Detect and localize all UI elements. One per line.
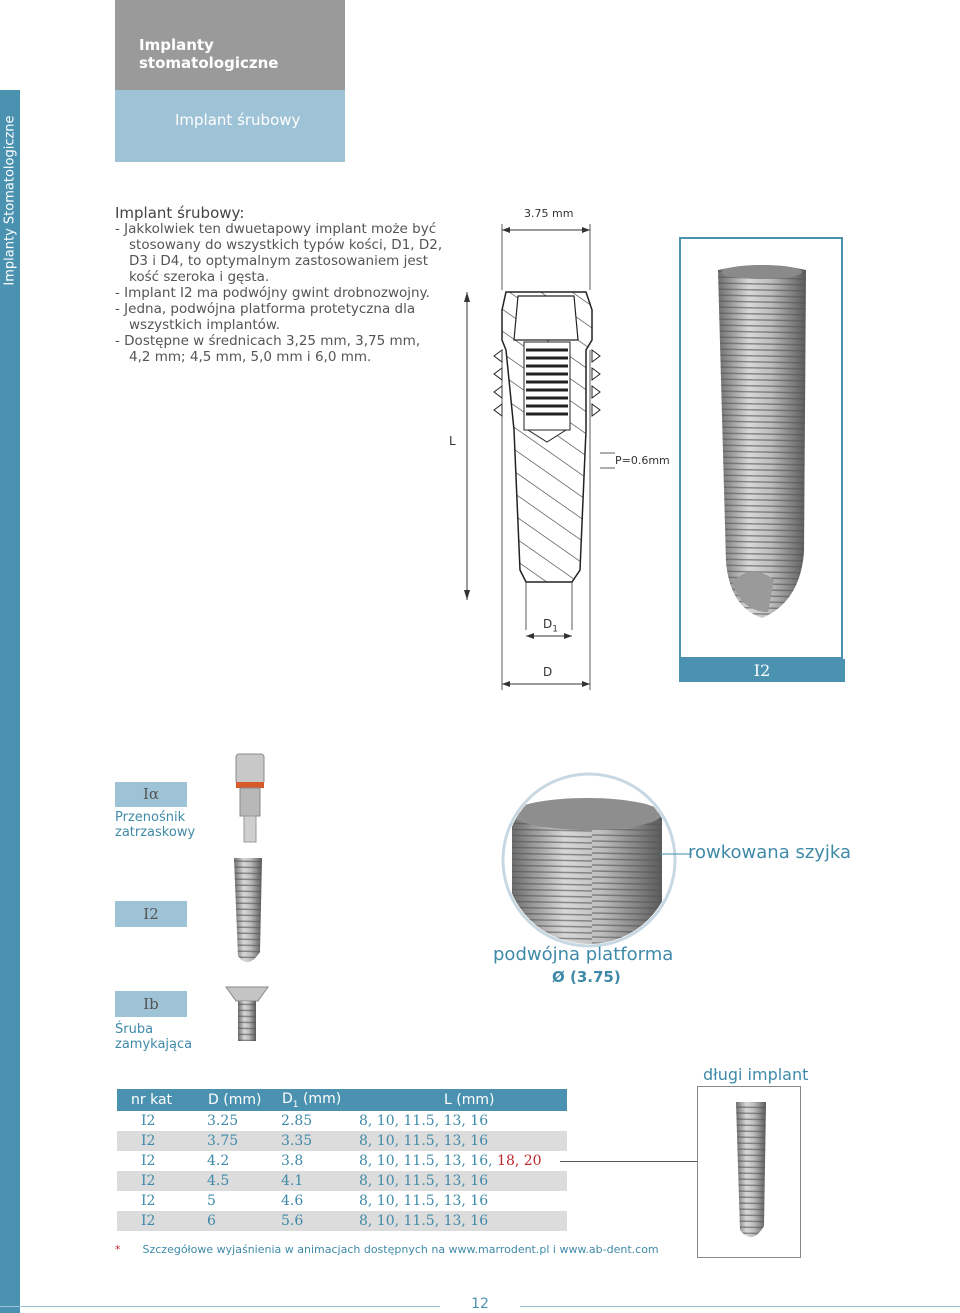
long-implant-image [734,1098,768,1248]
section-header [115,0,345,90]
footer-rule [520,1306,960,1307]
i2-part-badge: I2 [115,901,187,927]
col-header: L (mm) [359,1089,567,1111]
transfer-part-image [230,752,270,847]
pitch-label: P=0.6mm [615,454,670,467]
implant-photo [712,262,812,627]
spec-table [117,1089,567,1231]
footnote-text: Szczegółowe wyjaśnienia w animacjach dostępnych na www.marrodent.pl i www.ab-dent.com [142,1243,659,1256]
section-title: Implanty stomatologiczne [139,36,279,72]
table-row: I2 6 5.6 8, 10, 11.5, 13, 16 [117,1211,567,1231]
intro-text [115,205,445,365]
footnote [115,1243,659,1256]
col-header: nr kat [117,1089,207,1111]
table-header [117,1089,567,1111]
grooved-neck-label: rowkowana szyjka [688,842,852,863]
footnote-mark: * [115,1243,121,1256]
diameter-label: Ø (3.75) [552,968,621,986]
intro-item: - Jedna, podwójna platforma protetyczna dla wszystkich implantów. [115,301,416,333]
table-row: I2 4.5 4.1 8, 10, 11.5, 13, 16 [117,1171,567,1191]
ib-label: Śruba zamykająca [115,1022,193,1052]
table-row: I2 3.25 2.85 8, 10, 11.5, 13, 16 [141,1113,489,1129]
ia-label: Przenośnik zatrzaskowy [115,810,196,840]
photo-badge: I2 [679,659,845,682]
intro-item: - Implant I2 ma podwójny gwint drobnozwojny. [115,285,430,301]
table-row: I2 5 4.6 8, 10, 11.5, 13, 16 [141,1193,489,1209]
double-platform-label: podwójna platforma [493,944,674,965]
col-header: $D_1$ (mm) [281,1089,359,1111]
intro-item: - Jakkolwiek ten dwuetapowy implant może być stosowany do wszystkich typów kości, D1, D2, D3 i D4, to optymalnym zastosowaniem jest kość szeroka i gęsta. [115,221,443,285]
d-label: D [543,665,553,679]
side-tab [0,90,20,1313]
subsection-title: Implant śrubowy [175,111,301,129]
cover-screw-image [224,983,270,1045]
long-implant-label: długi implant [703,1065,809,1084]
implant-part-image [230,852,266,972]
d1-label: $D_1$ [543,617,558,635]
ib-badge: Ib [115,991,187,1017]
footer-rule [0,1306,440,1307]
intro-item: - Dostępne w średnicach 3,25 mm, 3,75 mm, 4,2 mm; 4,5 mm, 5,0 mm i 6,0 mm. [115,333,421,365]
subsection-header [115,90,345,162]
page-number: 12 [471,1296,489,1312]
intro-title: Implant śrubowy: [115,204,245,222]
side-tab-label: Implanty Stomatologiczne [2,114,18,286]
implant-technical-drawing [440,200,680,700]
top-dimension-label: 3.75 mm [524,207,574,220]
connector-line [560,1161,697,1162]
ia-badge: Iα [115,782,187,807]
table-row: I2 4.2 3.8 8, 10, 11.5, 13, 16, 18, 20 [141,1153,542,1169]
length-label: L [449,434,456,448]
table-row: I2 3.75 3.35 8, 10, 11.5, 13, 16 [117,1131,567,1151]
neck-zoom-circle [492,772,692,952]
col-header: D (mm) [207,1089,281,1111]
